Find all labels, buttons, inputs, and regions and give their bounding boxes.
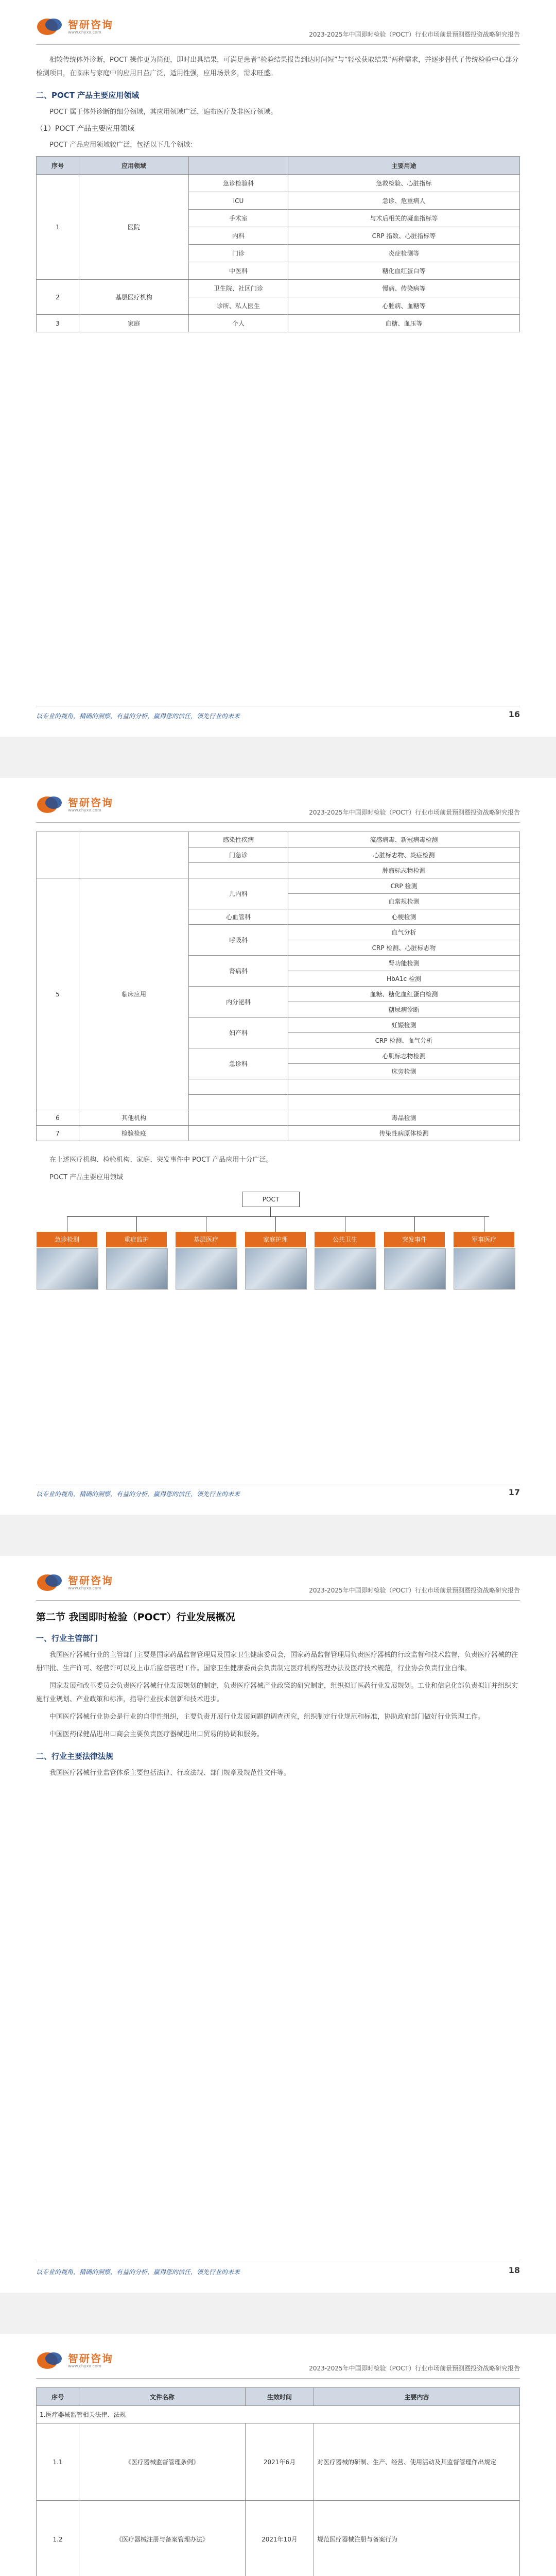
page-footer <box>36 706 520 722</box>
table-cell: 规范医疗器械注册与备案行为 <box>314 2501 520 2576</box>
table-cell <box>189 1110 288 1126</box>
table-cell: 血常规检测 <box>288 894 520 909</box>
table-cell: 《医疗器械注册与备案管理办法》 <box>79 2501 246 2576</box>
col-field: 应用领域 <box>79 157 189 175</box>
table-cell: 检验检疫 <box>79 1126 189 1141</box>
section-heading: 二、POCT 产品主要应用领域 <box>36 91 140 100</box>
table-cell: 对医疗器械的研制、生产、经营、使用活动及其监督管理作出规定 <box>314 2424 520 2501</box>
logo-icon <box>36 793 66 815</box>
table-cell: ICU <box>189 192 288 210</box>
page-content <box>36 1609 520 1784</box>
table-cell: 急诊、危重病人 <box>288 192 520 210</box>
scene-photo <box>384 1248 446 1290</box>
report-page-18 <box>0 1556 556 2293</box>
table-cell: 慢病、传染病等 <box>288 280 520 297</box>
scene-photo <box>106 1248 168 1290</box>
table-cell: 1.2 <box>37 2501 79 2576</box>
paragraph: 国家发展和改革委员会负责医疗器械行业发展规划的制定，负责医疗器械产业政策的研究制定，组织拟订医药行业发展规划。工业和信息化部负责拟订并组织实施行业规划、产业政策和标准，指导行业技术创新和技术进步。 <box>36 1682 518 1703</box>
logo-icon <box>36 2349 66 2371</box>
scene-photo <box>454 1248 515 1290</box>
section-heading: 二、行业主要法律法规 <box>36 1752 114 1761</box>
report-title: 2023-2025年中国即时检验（POCT）行业市场前景预测暨投资战略研究报告 <box>309 809 520 816</box>
page-header <box>36 1569 520 1601</box>
paragraph: 我国医疗器械行业监管体系主要包括法律、行政法规、部门规章及规范性文件等。 <box>49 1769 291 1777</box>
table-cell: 其他机构 <box>79 1110 189 1126</box>
logo-icon <box>36 1571 66 1593</box>
flow-box: 公共卫生 <box>315 1232 375 1247</box>
table-cell: 临床应用 <box>79 878 189 1110</box>
table-cell <box>37 832 79 878</box>
flow-box: 军事医疗 <box>454 1232 514 1247</box>
table-cell: 毒品检测 <box>288 1110 520 1126</box>
table-cell: 家庭 <box>79 315 189 332</box>
flow-box: 急诊检测 <box>37 1232 97 1247</box>
page-content <box>36 832 520 1295</box>
table-cell: 门急诊 <box>189 848 288 863</box>
figure-caption: POCT 产品主要应用领域 <box>49 1174 124 1181</box>
col-content: 主要内容 <box>314 2388 520 2406</box>
table-cell: 血糖、糖化血红蛋白检测 <box>288 987 520 1002</box>
table-cell: 卫生院、社区门诊 <box>189 280 288 297</box>
table-cell: 感染性疾病 <box>189 832 288 848</box>
table-cell: 《医疗器械监督管理条例》 <box>79 2424 246 2501</box>
section-heading: 一、行业主管部门 <box>36 1634 98 1643</box>
company-logo: 智研咨询 www.chyxx.com <box>36 791 134 818</box>
table-cell: 2021年6月 <box>246 2424 314 2501</box>
report-title: 2023-2025年中国即时检验（POCT）行业市场前景预测暨投资战略研究报告 <box>309 31 520 38</box>
flow-root: POCT <box>242 1192 300 1207</box>
scene-photo <box>245 1248 307 1290</box>
page-footer <box>36 2262 520 2278</box>
table-cell: 血气分析 <box>288 925 520 940</box>
table-cell: 肾功能检测 <box>288 956 520 971</box>
table-cell: CRP 检测、血气分析 <box>288 1033 520 1048</box>
table-cell: 1 <box>37 175 79 280</box>
table-cell: 急救检验、心脏指标 <box>288 175 520 192</box>
footer-slogan: 以专业的视角，精确的洞察，有益的分析，赢得您的信任，领先行业的未来 <box>36 1490 240 1498</box>
company-logo: 智研咨询 www.chyxx.com <box>36 2347 134 2374</box>
table-cell: 7 <box>37 1126 79 1141</box>
table-cell: 个人 <box>189 315 288 332</box>
table-cell: 心脏标志物、炎症检测 <box>288 848 520 863</box>
table-cell: 血糖、血压等 <box>288 315 520 332</box>
page-content <box>36 2387 520 2576</box>
table-cell: 肿瘤标志物检测 <box>288 863 520 878</box>
table-cell: 心肌标志物检测 <box>288 1048 520 1064</box>
col-name: 文件名称 <box>79 2388 246 2406</box>
page-header <box>36 791 520 823</box>
page-header <box>36 13 520 45</box>
table-cell: 呼吸科 <box>189 925 288 956</box>
page-footer <box>36 1484 520 1500</box>
page-number: 17 <box>508 1487 520 1497</box>
table-cell: 2 <box>37 280 79 315</box>
table-cell: 床旁检测 <box>288 1064 520 1079</box>
footer-slogan: 以专业的视角，精确的洞察，有益的分析，赢得您的信任，领先行业的未来 <box>36 713 240 720</box>
col-no: 序号 <box>37 2388 79 2406</box>
paragraph: 在上述医疗机构、检验机构、家庭、突发事件中 POCT 产品应用十分广泛。 <box>49 1156 273 1164</box>
col-use: 主要用途 <box>288 157 520 175</box>
table-cell: 炎症检测等 <box>288 245 520 262</box>
table-cell: 内分泌科 <box>189 987 288 1018</box>
paragraph: 中国医药保健品进出口商会主要负责医疗器械进出口贸易的协调和服务。 <box>49 1731 264 1738</box>
chapter-title: 第二节 我国即时检验（POCT）行业发展概况 <box>36 1612 235 1623</box>
table-cell: 1.1 <box>37 2424 79 2501</box>
application-table <box>36 156 520 332</box>
table-cell <box>288 1079 520 1095</box>
regulation-table <box>36 2387 520 2576</box>
table-cell: 内科 <box>189 227 288 245</box>
application-flow-diagram <box>36 1192 520 1295</box>
scene-photo <box>315 1248 376 1290</box>
table-cell <box>288 1095 520 1110</box>
col-date: 生效时间 <box>246 2388 314 2406</box>
table-cell: 糖化血红蛋白等 <box>288 262 520 280</box>
table-cell: HbA1c 检测 <box>288 971 520 987</box>
page-number: 16 <box>508 709 520 719</box>
table-cell: CRP 检测、心脏标志物 <box>288 940 520 956</box>
scene-photo <box>37 1248 98 1290</box>
flow-box: 基层医疗 <box>176 1232 236 1247</box>
table-section-row: 1.医疗器械监管相关法律、法规 <box>37 2406 520 2424</box>
table-cell: CRP 检测 <box>288 878 520 894</box>
scene-photo <box>176 1248 237 1290</box>
table-cell: 诊所、私人医生 <box>189 297 288 315</box>
company-logo: 智研咨询 www.chyxx.com <box>36 1569 134 1596</box>
paragraph: 我国医疗器械行业的主管部门主要是国家药品监督管理局及国家卫生健康委员会，国家药品监督管理局负责医疗器械的行政监督和技术监督，负责医疗器械的注册审批、生产许可、经营许可以及上市后监督管理工作。国家卫生健康委员会负责制定医疗机构管理办法及医疗技术规范，行业协会负责行业自律。 <box>36 1651 518 1672</box>
table-cell <box>189 1095 288 1110</box>
table-cell: 儿内科 <box>189 878 288 909</box>
flow-box: 突发事件 <box>384 1232 445 1247</box>
table-cell: 门诊 <box>189 245 288 262</box>
table-cell: 6 <box>37 1110 79 1126</box>
intro-paragraph: 相较传统体外诊断，POCT 操作更为简便，即时出具结果，可满足患者“检验结果报告到达时间短”与“轻松获取结果”两种需求，并逐步替代了传统检验中心部分检测项目，在临床与家庭中的应用日益广泛，适用性强，应用场景多，需求旺盛。 <box>36 56 519 77</box>
table-cell: 妊娠检测 <box>288 1018 520 1033</box>
table-cell <box>189 1079 288 1095</box>
table-cell: 中医科 <box>189 262 288 280</box>
table-cell: CRP 指数、心脏指标等 <box>288 227 520 245</box>
table-cell: 急诊检验科 <box>189 175 288 192</box>
logo-icon <box>36 15 66 37</box>
table-cell: 肾病科 <box>189 956 288 987</box>
table-cell: 手术室 <box>189 210 288 227</box>
flow-box: 家庭护理 <box>245 1232 306 1247</box>
table-cell: 流感病毒、新冠病毒检测 <box>288 832 520 848</box>
table-cell <box>189 1126 288 1141</box>
table-cell: 妇产科 <box>189 1018 288 1048</box>
table-cell: 心梗检测 <box>288 909 520 925</box>
report-page-19 <box>0 2334 556 2576</box>
table-cell: 3 <box>37 315 79 332</box>
paragraph: 中国医疗器械行业协会是行业的自律性组织，主要负责开展行业发展问题的调查研究，组织制定行业规范和标准，协助政府部门做好行业管理工作。 <box>49 1713 485 1721</box>
report-title: 2023-2025年中国即时检验（POCT）行业市场前景预测暨投资战略研究报告 <box>309 1587 520 1594</box>
paragraph: POCT 属于体外诊断的细分领域，其应用领域广泛，遍布医疗及非医疗领域。 <box>49 108 277 116</box>
flow-box: 重症监护 <box>106 1232 167 1247</box>
table-cell: 糖尿病诊断 <box>288 1002 520 1018</box>
page-content <box>36 54 520 332</box>
table-cell: 心脏病、血糖等 <box>288 297 520 315</box>
subsection-heading: （1）POCT 产品主要应用领域 <box>36 125 135 133</box>
report-page-16 <box>0 0 556 737</box>
col-no: 序号 <box>37 157 79 175</box>
application-table-cont <box>36 832 520 1141</box>
footer-slogan: 以专业的视角，精确的洞察，有益的分析，赢得您的信任，领先行业的未来 <box>36 2268 240 2276</box>
table-cell: 医院 <box>79 175 189 280</box>
table-cell: 与术后相关的凝血指标等 <box>288 210 520 227</box>
table-cell: 2021年10月 <box>246 2501 314 2576</box>
company-logo: 智研咨询 www.chyxx.com <box>36 13 134 40</box>
table-cell: 心血管科 <box>189 909 288 925</box>
page-header <box>36 2347 520 2379</box>
table-cell: 5 <box>37 878 79 1110</box>
table-cell <box>189 863 288 878</box>
table-cell: 急诊科 <box>189 1048 288 1079</box>
table-cell: 基层医疗机构 <box>79 280 189 315</box>
report-title: 2023-2025年中国即时检验（POCT）行业市场前景预测暨投资战略研究报告 <box>309 2365 520 2372</box>
page-number: 18 <box>508 2265 520 2275</box>
report-page-17 <box>0 778 556 1515</box>
table-cell: 传染性病原体检测 <box>288 1126 520 1141</box>
table-cell <box>79 832 189 878</box>
paragraph: POCT 产品应用领域较广泛，包括以下几个领域： <box>49 141 197 149</box>
col-sub <box>189 157 288 175</box>
